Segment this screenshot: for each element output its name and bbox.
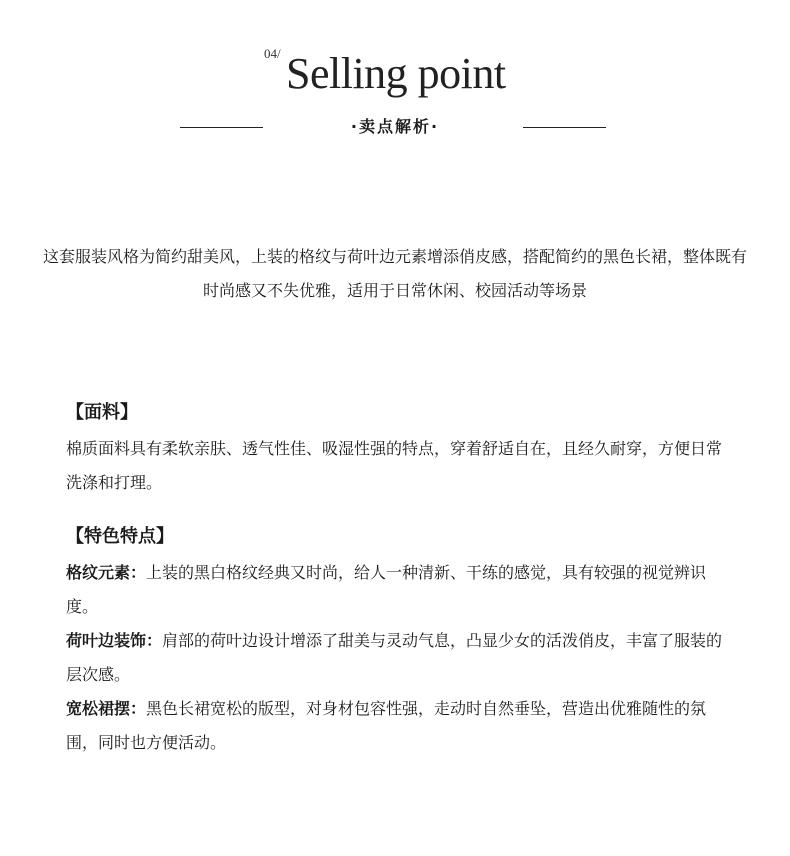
rule-right: [523, 127, 606, 128]
feature-label: 荷叶边装饰：: [66, 631, 163, 650]
fabric-section: [66, 398, 736, 500]
features-section: [66, 522, 736, 760]
intro-paragraph: 这套服装风格为简约甜美风，上装的格纹与荷叶边元素增添俏皮感，搭配简约的黑色长裙，整体既有时尚感又不失优雅，适用于日常休闲、校园活动等场景: [42, 247, 747, 300]
fabric-heading: 【面料】: [66, 402, 138, 423]
feature-item: [66, 624, 736, 692]
page-title: Selling point: [286, 49, 506, 98]
fabric-text: 棉质面料具有柔软亲肤、透气性佳、吸湿性强的特点，穿着舒适自在，且经久耐穿，方便日常洗涤和打理。: [66, 439, 723, 492]
features-heading: 【特色特点】: [66, 526, 174, 547]
feature-label: 格纹元素：: [66, 563, 147, 582]
feature-text: 黑色长裙宽松的版型，对身材包容性强，走动时自然垂坠，营造出优雅随性的氛围，同时也方便活动。: [66, 699, 707, 752]
feature-text: 肩部的荷叶边设计增添了甜美与灵动气息，凸显少女的活泼俏皮，丰富了服装的层次感。: [66, 631, 723, 684]
feature-text: 上装的黑白格纹经典又时尚，给人一种清新、干练的感觉，具有较强的视觉辨识度。: [66, 563, 707, 616]
feature-item: [66, 692, 736, 760]
feature-label: 宽松裙摆：: [66, 699, 147, 718]
section-subtitle: ·卖点解析·: [350, 117, 440, 136]
section-number: 04/: [264, 46, 281, 61]
feature-item: [66, 556, 736, 624]
